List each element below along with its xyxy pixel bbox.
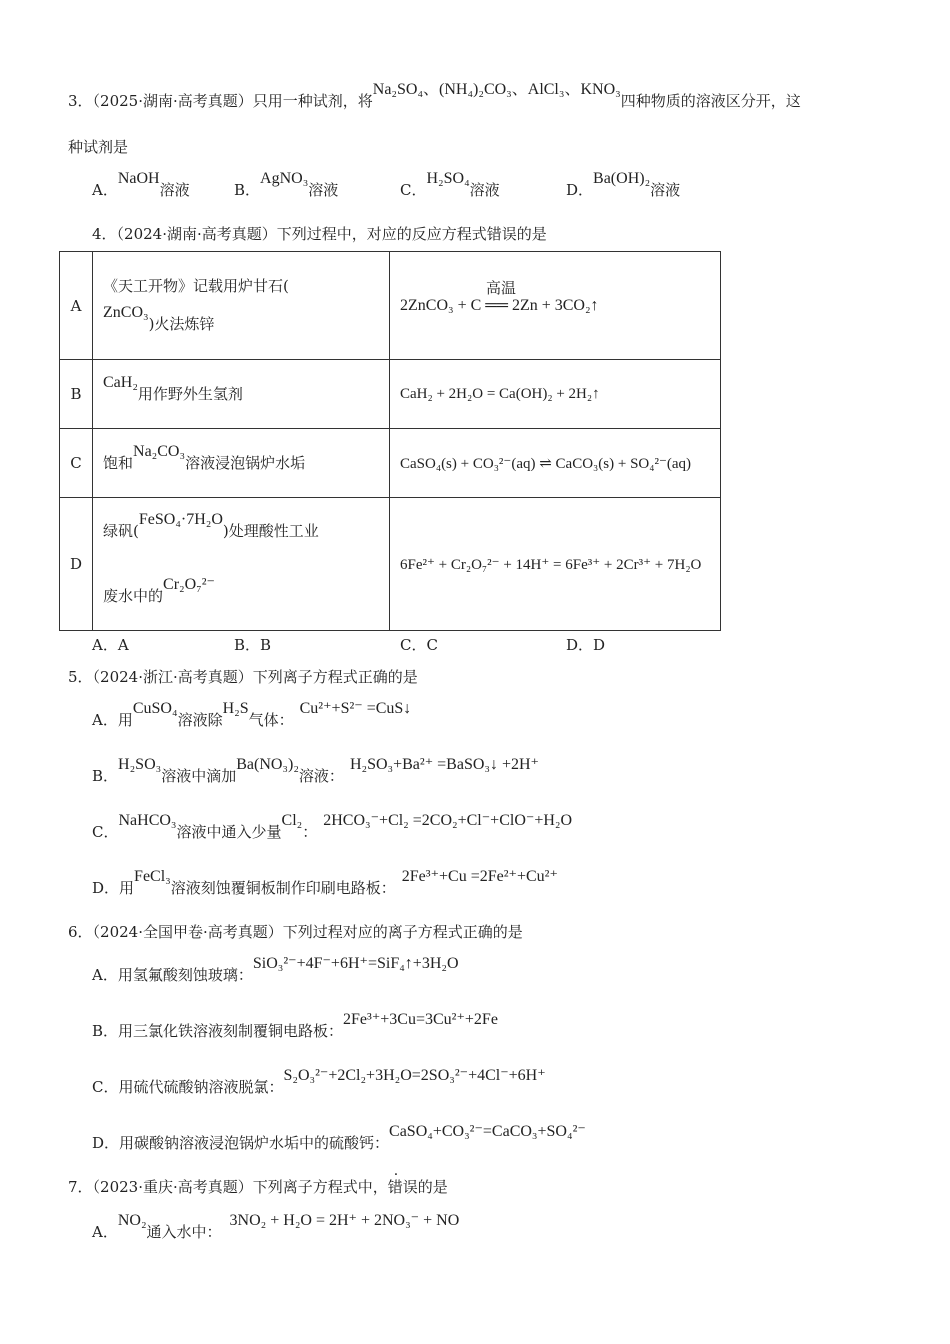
q5-a-equation: Cu²⁺+S²⁻ =CuS↓ [299, 700, 412, 717]
q7-stem: 7．（2023·重庆·高考真题）下列离子方程式中，错误的是 [68, 1178, 448, 1196]
q6-option-c[interactable]: C．用硫代硫酸钠溶液脱氯：S₂O₃²⁻+2Cl₂+3H₂O=2SO₃²⁻+4Cl⁻+6H⁺ [92, 1067, 546, 1096]
row-key: B [60, 360, 93, 429]
q4-table [59, 251, 721, 631]
table-row [60, 360, 721, 429]
q3-option-c-formula: H₂SO₄ [426, 170, 470, 187]
q6-b-equation: 2Fe³⁺+3Cu=3Cu²⁺+2Fe [343, 1011, 498, 1028]
row-key: D [60, 498, 93, 631]
q3-formula-list: Na₂SO₄、(NH₄)₂CO₃、AlCl₃、KNO₃ [372, 81, 621, 98]
q5-stem: 5．（2024·浙江·高考真题）下列离子方程式正确的是 [68, 668, 418, 686]
q6-a-equation: SiO₃²⁻+4F⁻+6H⁺=SiF₄↑+3H₂O [252, 955, 459, 972]
q3-option-b-formula: AgNO₃ [260, 170, 309, 187]
q3-option-d-formula: Ba(OH)₂ [593, 170, 651, 187]
q5-d-equation: 2Fe³⁺+Cu =2Fe²⁺+Cu²⁺ [401, 868, 558, 885]
table-row [60, 429, 721, 498]
row-desc: 绿矾(FeSO₄·7H₂O)处理酸性工业 废水中的Cr₂O₇²⁻ [93, 498, 390, 631]
q5-c-equation: 2HCO₃⁻+Cl₂ =2CO₂+Cl⁻+ClO⁻+H₂O [323, 812, 573, 829]
row-formula: Na₂CO₃ [133, 442, 186, 460]
q3-option-d[interactable]: D．Ba(OH)₂溶液 [566, 170, 681, 199]
q6-option-d[interactable]: D．用碳酸钠溶液浸泡锅炉水垢中的硫酸钙：CaSO₄+CO₃²⁻=CaCO₃+SO₄²⁻ [92, 1123, 586, 1152]
q4-stem: 4．（2024·湖南·高考真题）下列过程中，对应的反应方程式错误的是 [92, 225, 547, 243]
table-row [60, 252, 721, 360]
q7-option-a[interactable]: A．NO₂通入水中：3NO₂ + H₂O = 2H⁺ + 2NO₃⁻ + NO [92, 1212, 460, 1241]
q5-option-c[interactable]: C．NaHCO₃溶液中通入少量Cl₂：2HCO₃⁻+Cl₂ =2CO₂+Cl⁻+ClO⁻+H₂O [92, 812, 573, 841]
q3-option-a-formula: NaOH [117, 170, 160, 187]
q3-option-c[interactable]: C．H₂SO₄溶液 [400, 170, 500, 199]
row-desc: 《天工开物》记载用炉甘石( ZnCO₃)火法炼锌 [93, 252, 390, 360]
q3-stem-b: 四种物质的溶液区分开，这 [620, 92, 801, 110]
q6-option-a[interactable]: A．用氢氟酸刻蚀玻璃：SiO₃²⁻+4F⁻+6H⁺=SiF₄↑+3H₂O [92, 955, 459, 984]
row-formula-2: Cr₂O₇²⁻ [163, 576, 215, 593]
q5-option-b[interactable]: B．H₂SO₃溶液中滴加Ba(NO₃)₂溶液：H₂SO₃+Ba²⁺ =BaSO₃↓ +2H⁺ [92, 756, 539, 785]
table-row [60, 498, 721, 631]
q7-a-equation: 3NO₂ + H₂O = 2H⁺ + 2NO₃⁻ + NO [229, 1212, 460, 1229]
row-equation: CaH₂ + 2H₂O = Ca(OH)₂ + 2H₂↑ [390, 360, 721, 429]
row-desc: CaH₂用作野外生氢剂 [93, 360, 390, 429]
q3-stem-c: 种试剂是 [68, 138, 129, 156]
q4-option-c[interactable]: C．C [400, 636, 438, 654]
q6-option-b[interactable]: B．用三氯化铁溶液刻制覆铜电路板：2Fe³⁺+3Cu=3Cu²⁺+2Fe [92, 1011, 498, 1040]
reaction-condition: 高温 [486, 278, 517, 297]
row-desc: 饱和Na₂CO₃溶液浸泡锅炉水垢 [93, 429, 390, 498]
q4-option-d[interactable]: D．D [566, 636, 606, 654]
q4-option-a[interactable]: A．A [92, 636, 129, 654]
row-formula: CaH₂ [103, 373, 138, 391]
row-equation: 6Fe²⁺ + Cr₂O₇²⁻ + 14H⁺ = 6Fe³⁺ + 2Cr³⁺ + 7H₂O [390, 498, 721, 631]
q7-emphasis: 错误 [387, 1178, 418, 1196]
row-key: C [60, 429, 93, 498]
row-key: A [60, 252, 93, 360]
q6-c-equation: S₂O₃²⁻+2Cl₂+3H₂O=2SO₃²⁻+4Cl⁻+6H⁺ [283, 1067, 546, 1084]
row-formula: FeSO₄·7H₂O [138, 511, 223, 528]
q6-d-equation: CaSO₄+CO₃²⁻=CaCO₃+SO₄²⁻ [389, 1123, 586, 1140]
q3-stem-a: 3．（2025·湖南·高考真题）只用一种试剂，将 [68, 92, 373, 110]
q3-option-b[interactable]: B．AgNO₃溶液 [234, 170, 339, 199]
q5-option-a[interactable]: A．用CuSO₄溶液除H₂S气体：Cu²⁺+S²⁻ =CuS↓ [92, 700, 412, 729]
row-equation: 高温 2ZnCO₃ + C ══ 2Zn + 3CO₂↑ [390, 252, 721, 360]
q4-option-b[interactable]: B．B [234, 636, 272, 654]
q3-stem-line1 [68, 81, 801, 112]
row-formula: ZnCO₃ [103, 304, 149, 321]
q5-b-equation: H₂SO₃+Ba²⁺ =BaSO₃↓ +2H⁺ [349, 756, 539, 773]
q5-option-d[interactable]: D．用FeCl₃溶液刻蚀覆铜板制作印刷电路板：2Fe³⁺+Cu =2Fe²⁺+Cu²⁺ [92, 868, 558, 897]
q6-stem: 6．（2024·全国甲卷·高考真题）下列过程对应的离子方程式正确的是 [68, 923, 523, 941]
row-equation: CaSO₄(s) + CO₃²⁻(aq) ⇌ CaCO₃(s) + SO₄²⁻(aq) [390, 429, 721, 498]
q3-option-a[interactable]: A．NaOH溶液 [92, 170, 190, 199]
